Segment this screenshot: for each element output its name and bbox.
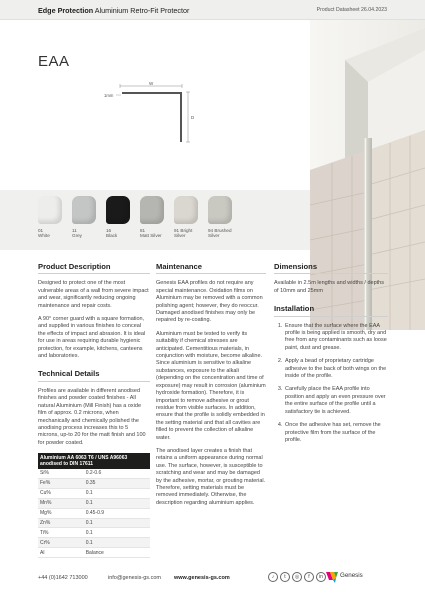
table-row [38, 548, 150, 558]
description-p2: A 90° corner guard with a square formation, and supplied in various finishes to conceal the effects of impact and abrasion. It is ideal for use in areas requiring durable hygienic protection, for example, kitchens, canteens and laboratories. [38, 316, 146, 360]
technical-p1: Profiles are available in different anodised finishes and powder coated finishes - All natural Aluminium (Mill Finish) has a oxide film of approx. 0.2 microns, when mechanically and chemically polished the anodising process increases this to 5 microns, up-to 20 for the matt finish and 100 for powder coated. [38, 387, 146, 446]
installation-step: 3. Carefully place the EAA profile into position and apply an even pressure over the entire surface of the profile until a satisfactory tie is achieved. [284, 386, 388, 416]
swatch-label: 11 Grey [72, 228, 82, 239]
value-cell: 0.1 [84, 538, 150, 548]
table-row [38, 528, 150, 538]
tiktok-icon[interactable]: ♪ [268, 572, 278, 582]
instagram-icon[interactable]: ◎ [292, 572, 302, 582]
depth-label: D [191, 115, 195, 120]
element-cell: Si% [38, 469, 84, 478]
swatch-label: 81 Matt Silver [140, 228, 162, 239]
swatch-label: 01 White [38, 228, 50, 239]
value-cell: 0.35 [84, 479, 150, 489]
table-row [38, 538, 150, 548]
swatch-label: 91 Bright Silver [174, 228, 193, 239]
value-cell: Balance [84, 548, 150, 558]
description-heading: Product Description [38, 263, 150, 274]
value-cell: 0.45-0.9 [84, 508, 150, 518]
dimensions-heading: Dimensions [274, 263, 388, 274]
linkedin-icon[interactable]: in [316, 572, 326, 582]
genesis-logo-icon [326, 572, 340, 584]
element-cell: Fe% [38, 479, 84, 489]
swatch-2 [106, 196, 130, 224]
twitter-icon[interactable]: t [280, 572, 290, 582]
swatch-label: 94 Brushed Silver [208, 228, 232, 239]
maintenance-heading: Maintenance [156, 263, 266, 274]
table-row [38, 518, 150, 528]
installation-steps [274, 323, 388, 445]
maintenance-p2: Aluminium must be tested to verify its suitability if chemical stresses are anticipated. Cementitious materials, in conjunction with moisture, become alkaline. Since aluminium is sensitive to alkaline substances, exposure to the alkali (depending on the concentration and time of exposure) may result in corrosion (aluminium hydroxide formation). Therefore, it is important to remove adhesive or grout residue from visible surfaces. In addition, ensure that the profile is solidly embedded in the setting material and that all cavities are filled to prevent the collection of alkaline water. [156, 330, 266, 441]
value-cell: 0.1 [84, 488, 150, 498]
alloy-table-header: Aluminium AA 6063 T6 / UNS A96063 anodised to DIN 17611 [38, 453, 150, 469]
maintenance-column [156, 263, 266, 513]
element-cell: Zn% [38, 518, 84, 528]
brand-name: Genesis [340, 572, 363, 579]
footer-email[interactable]: info@genesis-gs.com [108, 575, 161, 581]
swatch-1 [72, 196, 96, 224]
element-cell: Cu% [38, 488, 84, 498]
alloy-table [38, 453, 150, 558]
technical-heading: Technical Details [38, 370, 150, 381]
header-bar [0, 0, 425, 20]
installation-step: 1. Ensure that the surface where the EAA profile is being applied is smooth, dry and free from any contaminants such as loose paint, dust and grease. [284, 323, 388, 353]
profile-diagram [100, 80, 210, 160]
installation-column [274, 263, 388, 450]
value-cell: 0.1 [84, 528, 150, 538]
width-label: W [149, 81, 154, 86]
table-row [38, 498, 150, 508]
installation-step: 4. Once the adhesive has set, remove the protective film from the surface of the profile. [284, 422, 388, 444]
value-cell: 0.2-0.6 [84, 469, 150, 478]
swatch-5 [208, 196, 232, 224]
table-row [38, 488, 150, 498]
footer-phone: +44 (0)1642 713000 [38, 575, 88, 581]
swatch-4 [174, 196, 198, 224]
table-row [38, 508, 150, 518]
maintenance-p1: Genesis EAA profiles do not require any special maintenance. Oxidation films on Aluminium may be removed with a common polishing agent; however, they do reoccur. Damaged anodised finishes may only be repaired by re-coating. [156, 280, 263, 324]
installation-heading: Installation [274, 305, 388, 316]
footer-website[interactable]: www.genesis-gs.com [174, 575, 230, 581]
element-cell: Cr% [38, 538, 84, 548]
swatch-3 [140, 196, 164, 224]
element-cell: Mg% [38, 508, 84, 518]
document-title: Edge Protection Aluminium Retro-Fit Protector [38, 6, 190, 15]
value-cell: 0.1 [84, 498, 150, 508]
maintenance-p3: The anodised layer creates a finish that retains a uniform appearance during normal use. The surface, however, is susceptible to scratching and wear and may be damaged by the adhesive, mortar, or grouting material. Therefore, setting materials must be removed immediately. Otherwise, the description regarding aluminium applies. [156, 447, 266, 506]
value-cell: 0.1 [84, 518, 150, 528]
description-column [38, 263, 150, 558]
table-row [38, 479, 150, 489]
product-code: EAA [38, 53, 70, 70]
thickness-label: 1mm [104, 93, 114, 98]
table-row [38, 469, 150, 478]
dimensions-text: Available in 2.5m lengths and widths / depths of 10mm and 25mm [274, 280, 384, 294]
element-cell: Mn% [38, 498, 84, 508]
element-cell: Ti% [38, 528, 84, 538]
swatch-label: 16 Black [106, 228, 118, 239]
swatch-0 [38, 196, 62, 224]
description-p1: Designed to protect one of the most vulnerable areas of a wall from severe impact and wear, significantly reducing ongoing maintenance and repair costs. [38, 280, 149, 309]
installation-step: 2. Apply a bead of proprietary cartridge adhesive to the back of both wings on the inside of the profile. [284, 358, 388, 380]
datasheet-date: Product Datasheet 26.04.2023 [316, 7, 387, 13]
facebook-icon[interactable]: f [304, 572, 314, 582]
element-cell: Al [38, 548, 84, 558]
